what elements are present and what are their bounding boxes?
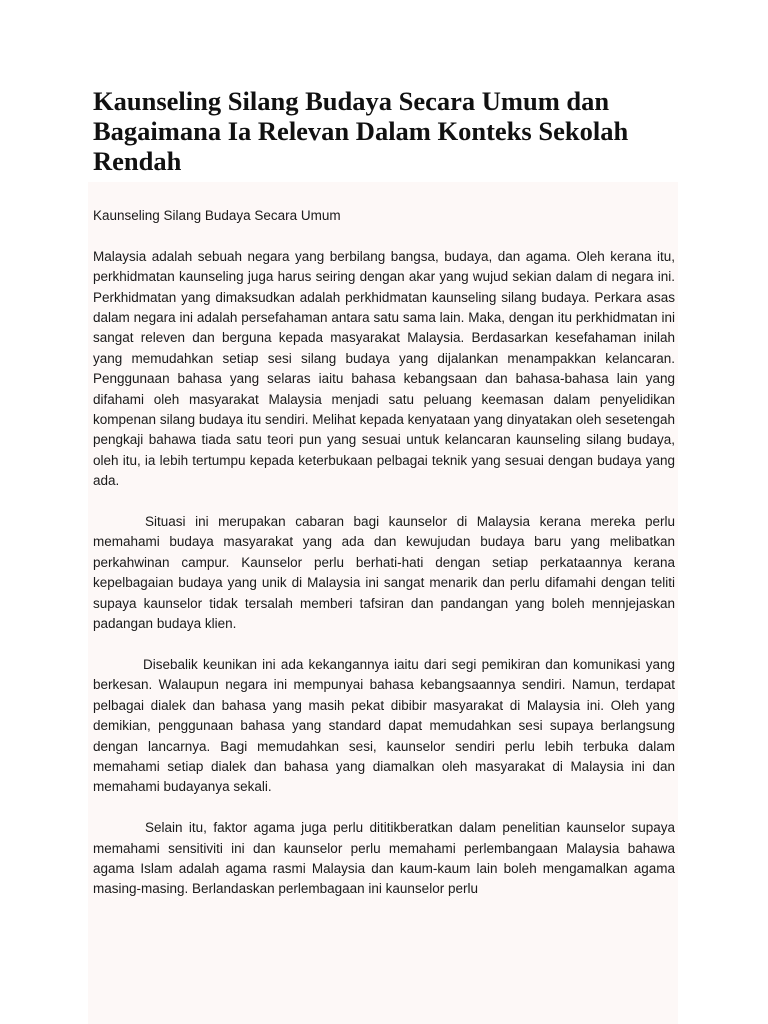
document-title: Kaunseling Silang Budaya Secara Umum dan Bagaimana Ia Relevan Dalam Konteks Sekolah Rendah — [93, 86, 629, 176]
content-body — [93, 206, 675, 920]
section-heading: Kaunseling Silang Budaya Secara Umum — [93, 208, 341, 223]
content-area — [88, 182, 678, 1024]
paragraph-1: Malaysia adalah sebuah negara yang berbilang bangsa, budaya, dan agama. Oleh kerana itu, perkhidmatan kaunseling juga harus seiring dengan akar yang wujud sekian dalam di negara ini. Perkhidmatan yang dimaksudkan adalah perkhidmatan kaunseling silang budaya. Perkara asas dalam negara ini adalah persefahaman antara satu sama lain. Maka, dengan itu perkhidmatan ini sangat releven dan berguna kepada masyarakat Malaysia. Berdasarkan kesefahaman inilah yang memudahkan setiap sesi silang budaya yang dijalankan menampakkan kelancaran. Penggunaan bahasa yang selaras iaitu bahasa kebangsaan dan bahasa-bahasa lain yang difahami oleh masyarakat Malaysia menjadi satu peluang keemasan dalam penyelidikan kompenan silang budaya itu sendiri. Melihat kepada kenyataan yang dinyatakan oleh sesetengah pengkaji bahawa tiada satu teori pun yang sesuai untuk kelancaran kaunseling silang budaya, oleh itu, ia lebih tertumpu kepada keterbukaan pelbagai teknik yang sesuai dengan budaya yang ada. — [93, 248, 675, 489]
paragraph-4: Selain itu, faktor agama juga perlu dititikberatkan dalam penelitian kaunselor supaya memahami sensitiviti ini dan kaunselor perlu memahami perlembangaan Malaysia bahawa agama Islam adalah agama rasmi Malaysia dan kaum-kaum lain boleh mengamalkan agama masing-masing. Berlandaskan perlembagaan ini kaunselor perlu — [93, 820, 675, 897]
paragraph-3: Disebalik keunikan ini ada kekangannya iaitu dari segi pemikiran dan komunikasi yang berkesan. Walaupun negara ini mempunyai bahasa kebangsaannya sendiri. Namun, terdapat pelbagai dialek dan bahasa yang masih pekat dibibir masyarakat di Malaysia ini. Oleh yang demikian, penggunaan bahasa yang standard dapat memudahkan sesi supaya berlangsung dengan lancarnya. Bagi memudahkan sesi, kaunselor sendiri perlu lebih terbuka dalam memahami setiap dialek dan bahasa yang diamalkan oleh masyarakat di Malaysia ini dan memahami budayanya sekali. — [93, 656, 675, 795]
paragraph-2: Situasi ini merupakan cabaran bagi kaunselor di Malaysia kerana mereka perlu memahami budaya masyarakat yang ada dan kewujudan budaya baru yang melibatkan perkahwinan campur. Kaunselor perlu berhati-hati dengan setiap perkataannya kerana kepelbagaian budaya yang unik di Malaysia ini sangat menarik dan perlu difamahi dengan teliti supaya kaunselor tidak tersalah memberi tafsiran dan pandangan yang boleh mennjejaskan padangan budaya klien. — [93, 514, 675, 632]
